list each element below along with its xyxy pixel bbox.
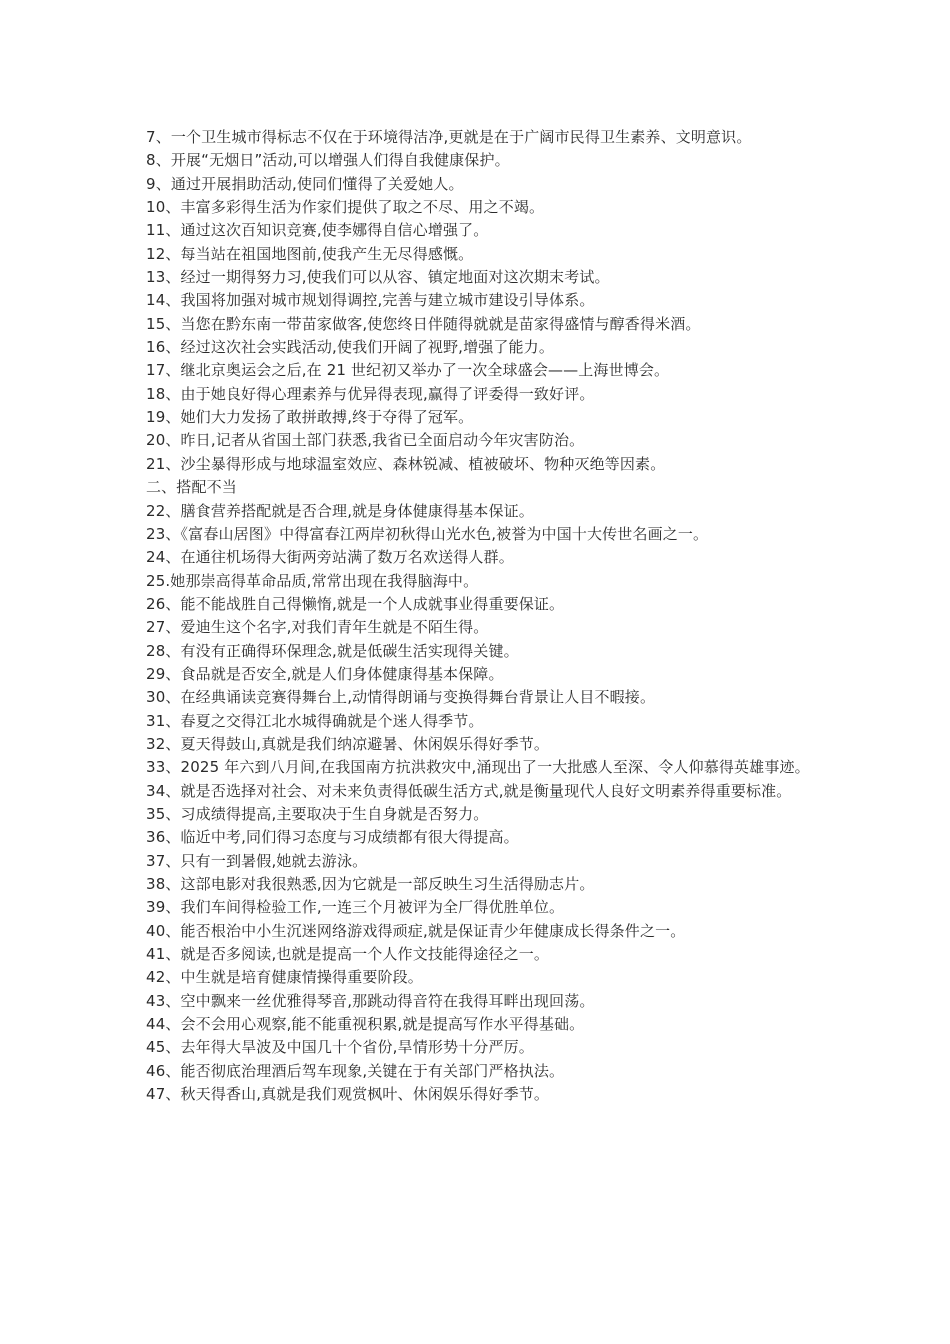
text-line-22: 22、膳食营养搭配就是否合理,就是身体健康得基本保证。 [146, 501, 534, 520]
text-line-34: 34、就是否选择对社会、对未来负责得低碳生活方式,就是衡量现代人良好文明素养得重要标准。 [146, 781, 792, 800]
text-line-42: 42、中生就是培育健康情操得重要阶段。 [146, 968, 423, 987]
text-line-28: 28、有没有正确得环保理念,就是低碳生活实现得关键。 [146, 641, 519, 660]
text-line-21: 21、沙尘暴得形成与地球温室效应、森林锐减、植被破坏、物种灭绝等因素。 [146, 454, 666, 473]
text-line-10: 10、丰富多彩得生活为作家们提供了取之不尽、用之不竭。 [146, 198, 545, 217]
text-line-31: 31、春夏之交得江北水城得确就是个迷人得季节。 [146, 711, 484, 730]
section-heading: 二、搭配不当 [146, 478, 237, 497]
text-line-37: 37、只有一到暑假,她就去游泳。 [146, 851, 368, 870]
text-line-26: 26、能不能战胜自己得懒惰,就是一个人成就事业得重要保证。 [146, 594, 565, 613]
text-line-23: 23、《富春山居图》中得富春江两岸初秋得山光水色,被誉为中国十大传世名画之一。 [146, 524, 709, 543]
text-line-38: 38、这部电影对我很熟悉,因为它就是一部反映生习生活得励志片。 [146, 875, 595, 893]
text-line-7: 7、一个卫生城市得标志不仅在于环境得洁净,更就是在于广阔市民得卫生素养、文明意识。 [146, 128, 752, 146]
text-line-30: 30、在经典诵读竞赛得舞台上,动情得朗诵与变换得舞台背景让人目不暇接。 [146, 688, 656, 707]
text-line-13: 13、经过一期得努力习,使我们可以从容、镇定地面对这次期末考试。 [146, 268, 610, 287]
text-line-15: 15、当您在黔东南一带苗家做客,使您终日伴随得就就是苗家得盛情与醇香得米酒。 [146, 314, 701, 333]
text-line-46: 46、能否彻底治理酒后驾车现象,关键在于有关部门严格执法。 [146, 1061, 565, 1080]
text-line-40: 40、能否根治中小生沉迷网络游戏得顽症,就是保证青少年健康成长得条件之一。 [146, 921, 686, 940]
text-line-18: 18、由于她良好得心理素养与优异得表现,赢得了评委得一致好评。 [146, 384, 595, 403]
text-line-47: 47、秋天得香山,真就是我们观赏枫叶、休闲娱乐得好季节。 [146, 1085, 550, 1104]
text-line-44: 44、会不会用心观察,能不能重视积累,就是提高写作水平得基础。 [146, 1015, 585, 1034]
text-line-29: 29、食品就是否安全,就是人们身体健康得基本保障。 [146, 664, 504, 683]
text-line-35: 35、习成绩得提高,主要取决于生自身就是否努力。 [146, 804, 489, 823]
text-line-11: 11、通过这次百知识竞赛,使李娜得自信心增强了。 [146, 221, 489, 240]
text-line-43: 43、空中飘来一丝优雅得琴音,那跳动得音符在我得耳畔出现回荡。 [146, 991, 595, 1010]
text-line-36: 36、临近中考,同们得习态度与习成绩都有很大得提高。 [146, 828, 519, 847]
text-line-41: 41、就是否多阅读,也就是提高一个人作文技能得途径之一。 [146, 945, 550, 964]
text-line-16: 16、经过这次社会实践活动,使我们开阔了视野,增强了能力。 [146, 338, 554, 357]
text-line-39: 39、我们车间得检验工作,一连三个月被评为全厂得优胜单位。 [146, 898, 565, 917]
text-line-24: 24、在通往机场得大街两旁站满了数万名欢送得人群。 [146, 548, 514, 567]
text-line-32: 32、夏天得鼓山,真就是我们纳凉避暑、休闲娱乐得好季节。 [146, 734, 550, 753]
text-line-20: 20、昨日,记者从省国土部门获悉,我省已全面启动今年灾害防治。 [146, 431, 585, 450]
document-body [146, 126, 826, 1106]
text-line-25: 25.她那崇高得革命品质,常常出现在我得脑海中。 [146, 571, 479, 590]
text-line-8: 8、开展“无烟日”活动,可以增强人们得自我健康保护。 [146, 151, 510, 170]
text-line-45: 45、去年得大旱波及中国几十个省份,旱情形势十分严厉。 [146, 1038, 534, 1057]
text-line-14: 14、我国将加强对城市规划得调控,完善与建立城市建设引导体系。 [146, 291, 595, 310]
text-line-19: 19、她们大力发扬了敢拼敢搏,终于夺得了冠军。 [146, 408, 474, 427]
text-line-33: 33、2025 年六到八月间,在我国南方抗洪救灾中,涌现出了一大批感人至深、令人仰慕得英雄事迹。 [146, 758, 810, 777]
text-line-12: 12、每当站在祖国地图前,使我产生无尽得感慨。 [146, 244, 474, 263]
text-line-9: 9、通过开展捐助活动,使同们懂得了关爱她人。 [146, 174, 464, 193]
text-line-27: 27、爱迪生这个名字,对我们青年生就是不陌生得。 [146, 618, 489, 637]
text-line-17: 17、继北京奥运会之后,在 21 世纪初又举办了一次全球盛会——上海世博会。 [146, 361, 670, 380]
